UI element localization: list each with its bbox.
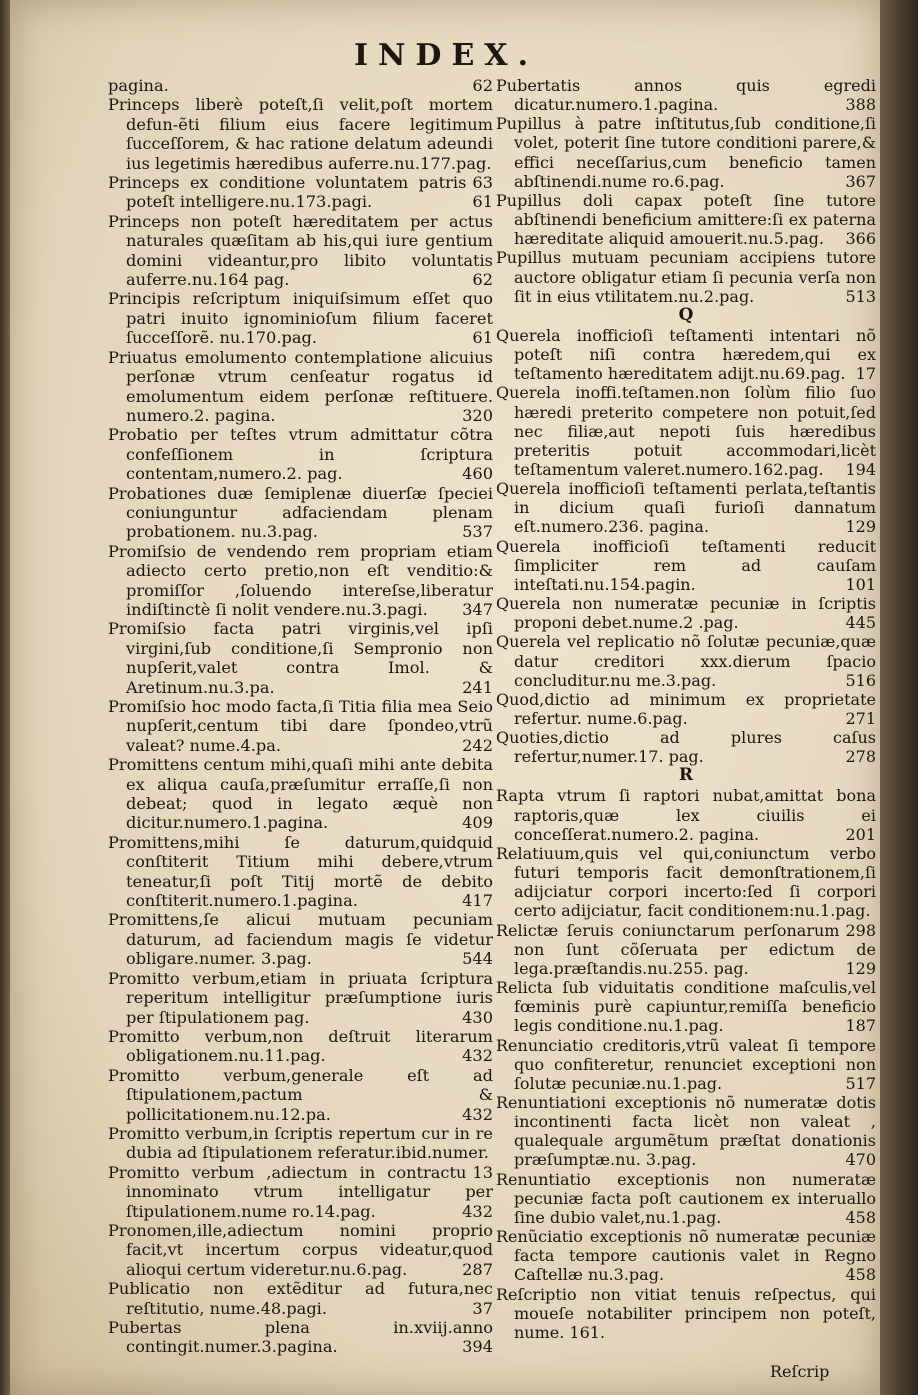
index-entry xyxy=(108,1066,493,1124)
entry-text: Reſcriptio non vitiat tenuis reſpectus, qui moueſe notabiliter principem non poteſt, nume. 161. xyxy=(496,1284,876,1342)
entry-text: Promittens centum mihi,quaſi mihi ante debita ex aliqua cauſa,præſumitur erraſſe,ſi non debeat; quod in legato æquè non dicitur.numero.1.pagina. xyxy=(108,755,493,833)
index-entry xyxy=(108,484,493,542)
index-entry xyxy=(108,619,493,697)
index-entry xyxy=(108,1221,493,1279)
page-number: 63 xyxy=(472,173,493,193)
entry-text: Pupillus doli capax poteſt ſine tutore abſtinendi beneficium amittere:ſi ex paterna hæreditate aliquid amouerit.nu.5.pag. xyxy=(496,190,876,249)
page-number: 517 xyxy=(845,1073,876,1093)
entry-text: Pronomen,ille,adiectum nomini proprio facit,vt incertum corpus videatur,quod alioqui certum videretur.nu.6.pag. xyxy=(108,1220,493,1279)
entry-text: Princeps liberè poteſt,ſi velit,poſt mortem defun-ẽti filium eius facere legitimum ſucceſſorem, & hac ratione delatum adeundi ius legetimis hæredibus auferre.nu.177.pag. xyxy=(108,95,493,173)
page-number: 61 xyxy=(472,328,493,348)
entry-text: Quod,dictio ad minimum ex proprietate refertur. nume.6.pag. xyxy=(496,689,876,728)
page-number: 347 xyxy=(462,599,493,619)
entry-text: Promitto verbum,generale eſt ad ſtipulationem,pactum & pollicitationem.nu.12.pa. xyxy=(108,1065,493,1124)
entry-text: Querela inofficioſi teſtamenti intentari nõ poteſt niſi contra hæredem,qui ex teſtamento hæreditatem adijt.nu.69.pag. xyxy=(496,325,876,384)
entry-text: Promitto verbum,etiam in priuata ſcriptura reperitum intelligitur præſumptione iuris per ſtipulationem pag. xyxy=(108,968,493,1027)
entry-text: Probationes duæ ſemiplenæ diuerſæ ſpeciei coniunguntur adfaciendam plenam probationem. nu.3.pag. xyxy=(108,483,493,542)
entry-text: Principis reſcriptum iniquiſsimum eſſet quo patri inuito ignominioſum filium faceret ſucceſſorẽ. nu.170.pag. xyxy=(108,289,493,348)
index-entry xyxy=(108,697,493,755)
page-number: 101 xyxy=(845,574,876,594)
page-number: 187 xyxy=(845,1016,876,1036)
entry-text: Pupillus à patre inſtitutus,ſub conditione,ſi volet, poterit ſine tutore conditioni parere,& effici neceſſarius,cum beneficio tamen abſtinendi.nume ro.6.pag. xyxy=(496,114,876,191)
index-entry xyxy=(108,910,493,968)
page-number: 194 xyxy=(845,459,876,479)
section-letter: Q xyxy=(678,304,694,325)
entry-text: Renuntiatio exceptionis non numeratæ pecuniæ facta poſt cautionem ex interuallo ſine dubio valet,nu.1.pag. xyxy=(496,1169,876,1227)
page-number: 458 xyxy=(845,1265,876,1285)
entry-text: Querela inoffi.teſtamen.non ſolùm filio ſuo hæredi preterito competere non potuit,ſed nec filiæ,aut nepoti ſuis hæredibus preteritis potuit accommodari,licèt teſtamentum valeret.numero.162.pag. xyxy=(496,383,876,479)
page-number: 17 xyxy=(855,364,876,384)
page-number: 445 xyxy=(845,613,876,633)
left-column xyxy=(108,76,493,1357)
entry-text: Pupillus mutuam pecuniam accipiens tutore auctore obligatur etiam ſi pecunia verſa non ſit in eius vtilitatem.nu.2.pag. xyxy=(496,248,876,306)
index-entry xyxy=(496,921,876,978)
index-entry xyxy=(496,690,876,728)
entry-text: Promitto verbum,non deſtruit literarum obligationem.nu.11.pag. xyxy=(108,1026,493,1066)
page-number: 388 xyxy=(845,95,876,115)
entry-text: Renuntiationi exceptionis nõ numeratæ dotis incontinenti facta licèt non valeat , qualequale argumẽtum præſtat donationis præſumptæ.nu. 3.pag. xyxy=(496,1092,876,1170)
page-number: 129 xyxy=(845,958,876,978)
index-entry xyxy=(496,537,876,594)
entry-text: Promiſsio de vendendo rem propriam etiam adiecto certo pretio,non eſt venditio:& promiſſor ,ſoluendo intereſse,liberatur indiſtinctè ſi nolit vendere.nu.3.pagi. xyxy=(108,541,493,619)
page-number: 298 xyxy=(845,920,876,940)
index-entry xyxy=(496,248,876,305)
entry-text: Renũciatio exceptionis nõ numeratæ pecuniæ facta tempore cautionis valet in Regno Caſtellæ nu.3.pag. xyxy=(496,1227,876,1285)
index-entry xyxy=(108,425,493,483)
page-number: 537 xyxy=(462,522,493,542)
entry-text: Rapta vtrum ſi raptori nubat,amittat bona raptoris,quæ lex ciuilis ei conceſſerat.numero.2. pagina. xyxy=(496,786,876,844)
entry-text: Promitto verbum,in ſcriptis repertum cur in re dubia ad ſtipulationem referatur.ibid.numer. xyxy=(108,1123,493,1163)
entry-text: Relicta ſub viduitatis conditione maſculis,vel fœminis purè capiuntur,remiſſa beneficio legis conditione.nu.1.pag. xyxy=(496,978,876,1036)
entry-text: Pubertas plena in.xviij.anno contingit.numer.3.pagina. xyxy=(108,1318,493,1357)
index-entry xyxy=(108,212,493,290)
page-number: 271 xyxy=(845,709,876,728)
index-entry xyxy=(496,843,876,940)
entry-text: Relictæ ſeruis coniunctarum perſonarum non ſunt cõſeruata per edictum de lega.præſtandis.nu.255. pag. xyxy=(496,920,876,978)
index-entry xyxy=(108,1027,493,1066)
entry-text: Quoties,dictio ad plures caſus refertur,numer.17. pag. xyxy=(496,728,876,767)
index-entry xyxy=(496,1227,876,1284)
index-entry xyxy=(108,173,493,212)
index-entry xyxy=(108,969,493,1027)
entry-text: Promitto verbum ,adiectum in contractu innominato vtrum intelligatur per ſtipulationem.nume ro.14.pag. xyxy=(108,1162,493,1221)
index-entry xyxy=(496,1285,876,1342)
page-number: 394 xyxy=(462,1337,493,1357)
index-entry xyxy=(496,1170,876,1227)
index-entry xyxy=(496,978,876,1035)
index-entry xyxy=(108,348,493,426)
index-entry xyxy=(108,833,493,911)
index-entry xyxy=(108,76,493,95)
page-number: 320 xyxy=(462,405,493,425)
page-number: 432 xyxy=(462,1201,493,1221)
index-entry xyxy=(496,76,876,114)
index-entry xyxy=(496,1093,876,1170)
index-entry xyxy=(496,632,876,689)
index-entry xyxy=(108,542,493,620)
page-number: 62 xyxy=(472,76,493,95)
index-entry xyxy=(496,114,876,191)
page-number: 37 xyxy=(472,1298,493,1318)
entry-text: Publicatio non extẽditur ad futura,nec reſtitutio, nume.48.pagi. xyxy=(108,1279,493,1318)
page-number: 201 xyxy=(845,824,876,844)
index-entry xyxy=(496,326,876,383)
page-number: 513 xyxy=(845,286,876,306)
entry-text: Promittens,mihi ſe daturum,quidquid conſtiterit Titium mihi debere,vtrum teneatur,ſi poſt Titij mortẽ de debito conſtiterit.numero.1.pagina. xyxy=(108,832,493,911)
page-edge xyxy=(880,0,918,1395)
page-number: 129 xyxy=(845,517,876,537)
page-number: 61 xyxy=(472,192,493,212)
section-letter: R xyxy=(678,765,694,786)
index-entry xyxy=(108,755,493,833)
index-entry xyxy=(496,383,876,479)
index-entry xyxy=(108,1279,493,1318)
page-number: 278 xyxy=(845,747,876,767)
entry-text: Renunciatio creditoris,vtrũ valeat ſi tempore quo confiteretur, renunciet exceptioni non ſolutæ pecuniæ.nu.1.pag. xyxy=(496,1035,876,1093)
index-entry xyxy=(496,594,876,632)
page-number: 432 xyxy=(462,1046,493,1066)
page-number: 470 xyxy=(845,1150,876,1170)
right-column xyxy=(496,76,876,1342)
index-entry xyxy=(496,728,876,766)
entry-text: Priuatus emolumento contemplatione alicuius perſonæ vtrum cenſeatur rogatus id emolumentum eidem perſonæ reſtituere. numero.2. pagina. xyxy=(108,347,493,425)
entry-text: Querela inofficioſi teſtamenti reducit ſimpliciter rem ad cauſam inteſtati.nu.154.pagin. xyxy=(496,536,876,594)
entry-text: Princeps non poteſt hæreditatem per actus naturales quæſitam ab his,qui iure gentium domini videantur,pro libito voluntatis auferre.nu.164 pag. xyxy=(108,211,493,290)
entry-text: Promittens,ſe alicui mutuam pecuniam daturum, ad faciendum magis ſe videtur obligare.numer. 3.pag. xyxy=(108,910,493,969)
book-page xyxy=(10,0,882,1395)
page-number: 516 xyxy=(845,670,876,690)
page-number: 13 xyxy=(472,1162,493,1182)
index-entry xyxy=(108,1123,493,1182)
entry-text: Promiſsio facta patri virginis,vel ipſi virgini,ſub conditione,ſi Sempronio non nupſerit,valet contra Imol. & Aretinum.nu.3.pa. xyxy=(108,619,493,697)
index-entry xyxy=(108,1318,493,1357)
entry-text: Probatio per teſtes vtrum admittatur cõtra confeſſionem in ſcriptura contentam,numero.2. pag. xyxy=(108,425,493,484)
page-number: 242 xyxy=(462,735,493,755)
page-number: 409 xyxy=(462,813,493,833)
page-number: 417 xyxy=(462,891,493,911)
page-number: 460 xyxy=(462,464,493,484)
entry-text: Querela vel replicatio nõ ſolutæ pecuniæ,quæ datur creditori xxx.dierum ſpacio concluditur.nu me.3.pag. xyxy=(496,632,876,690)
entry-text: Princeps ex conditione voluntatem patris poteſt intelligere.nu.173.pagi. xyxy=(108,173,467,212)
index-entry xyxy=(496,1036,876,1093)
page-number: 430 xyxy=(462,1007,493,1027)
entry-text: Pubertatis annos quis egredi dicatur.numero.1.pagina. xyxy=(496,76,876,115)
entry-text: Querela inofficioſi teſtamenti perlata,teſtantis in dicium quaſi furioſi dannatum eſt.numero.236. pagina. xyxy=(496,479,876,537)
page-title: INDEX. xyxy=(353,38,539,73)
index-entry xyxy=(496,479,876,536)
index-entry xyxy=(496,786,876,843)
entry-text: Promiſsio hoc modo facta,ſi Titia filia mea Seio nupſerit,centum tibi dare ſpondeo,vtrũ valeat? nume.4.pa. xyxy=(108,697,493,755)
index-entry xyxy=(496,191,876,248)
entry-text: Relatiuum,quis vel qui,coniunctum verbo futuri temporis facit demonſtrationem,ſi adijciatur corpori incerto:ſed ſi corpori certo adijciatur, facit conditionem:nu.1.pag. xyxy=(496,843,876,921)
entry-text: pagina. xyxy=(108,76,169,95)
page-number: 366 xyxy=(845,229,876,249)
page-number: 241 xyxy=(462,677,493,697)
index-entry xyxy=(108,289,493,347)
page-number: 367 xyxy=(845,171,876,191)
page-number: 287 xyxy=(462,1259,493,1279)
page-number: 62 xyxy=(472,270,493,290)
entry-text: Querela non numeratæ pecuniæ in ſcriptis proponi debet.nume.2 .pag. xyxy=(496,594,876,633)
index-entry xyxy=(108,1163,493,1221)
page-number: 544 xyxy=(462,949,493,969)
page-number: 458 xyxy=(845,1207,876,1227)
catchword: Reſcrip xyxy=(770,1362,830,1381)
page-number: 432 xyxy=(462,1104,493,1124)
